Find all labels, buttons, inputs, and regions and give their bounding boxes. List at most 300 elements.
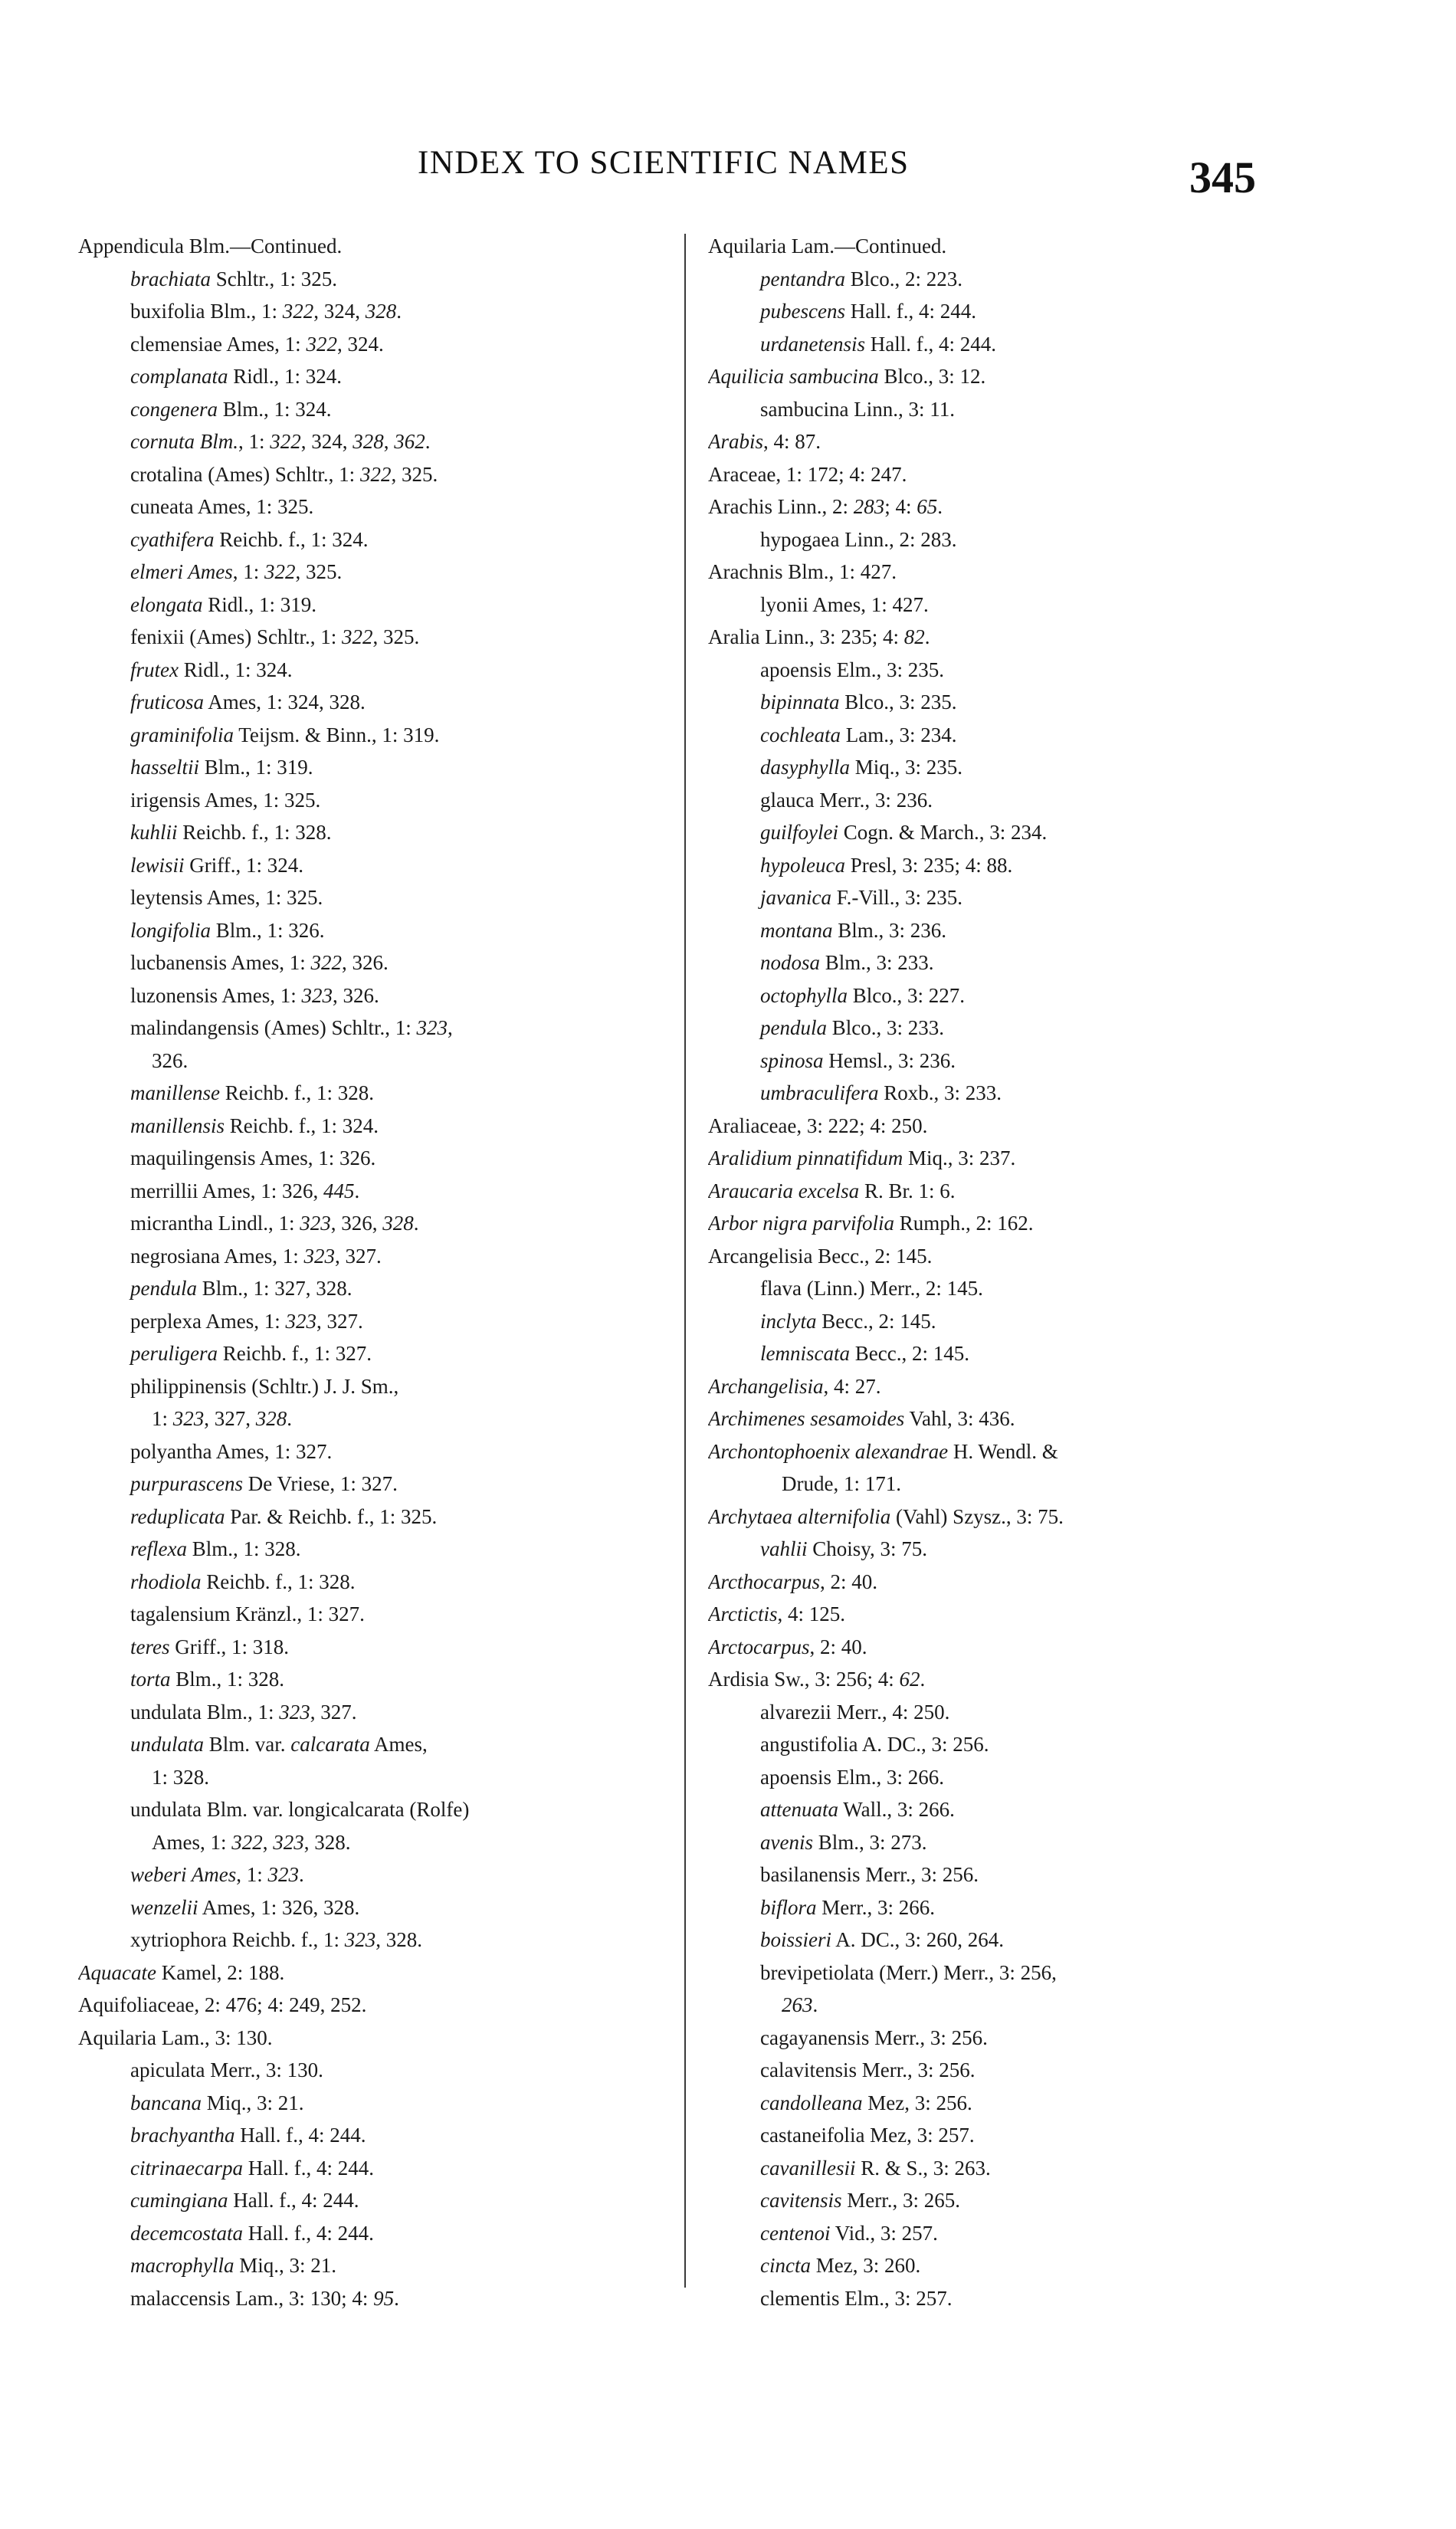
index-text-segment: 322 (231, 1830, 263, 1854)
index-subentry (708, 2054, 1290, 2087)
index-text-segment: Mez, 3: 260. (810, 2254, 921, 2277)
column-divider (684, 234, 686, 2288)
index-text-segment: , 1: (238, 430, 271, 453)
index-subentry (708, 1696, 1290, 1729)
index-subentry (708, 1891, 1290, 1924)
index-subentry (78, 295, 668, 328)
index-subentry (78, 1728, 668, 1761)
index-column-left (78, 230, 668, 2314)
index-entry (708, 490, 1290, 523)
index-subentry (708, 1533, 1290, 1566)
index-text-segment: Blco., 2: 223. (845, 267, 962, 290)
index-subentry (78, 1891, 668, 1924)
index-text-segment: Blm., 1: 319. (199, 756, 313, 779)
index-text-segment: , 1: (232, 560, 264, 583)
index-entry (708, 556, 1290, 589)
index-text-segment: 445 (323, 1179, 355, 1202)
index-subentry (708, 979, 1290, 1012)
index-text-segment: Hall. f., 4: 244. (242, 2156, 374, 2180)
index-text-segment: 323 (303, 1244, 335, 1268)
index-text-segment: Griff., 1: 324. (184, 853, 304, 877)
index-text-segment: Arcangelisia Becc., 2: 145. (708, 1244, 933, 1268)
index-text-segment: Ames, (369, 1733, 428, 1756)
index-text-segment: Roxb., 3: 233. (878, 1081, 1002, 1104)
index-text-segment: maquilingensis Ames, 1: 326. (130, 1146, 376, 1169)
index-subentry (708, 1012, 1290, 1045)
index-text-segment: Arcthocarpus (708, 1570, 820, 1593)
index-text-segment: Miq., 3: 21. (201, 2091, 304, 2114)
index-text-segment: 322 (341, 625, 373, 648)
index-text-segment: R. & S., 3: 263. (855, 2156, 991, 2180)
index-text-segment: urdanetensis (760, 332, 865, 356)
index-subentry (708, 2217, 1290, 2250)
index-text-segment: pendula (760, 1016, 827, 1039)
index-text-segment: Archytaea alternifolia (708, 1504, 891, 1528)
index-subentry (708, 1077, 1290, 1110)
index-text-segment: philippinensis (Schltr.) J. J. Sm., (130, 1374, 399, 1398)
index-text-segment: undulata Blm., 1: (130, 1700, 280, 1724)
index-subentry (708, 719, 1290, 752)
index-text-segment: 328 (365, 300, 397, 323)
index-text-segment: 323 (300, 1212, 331, 1235)
index-text-segment: merrillii Ames, 1: 326, (130, 1179, 323, 1202)
index-text-segment: 263 (782, 1993, 813, 2016)
index-text-segment: De Vriese, 1: 327. (243, 1472, 398, 1495)
index-text-segment: 328 (353, 430, 384, 453)
index-text-segment: Schltr., 1: 325. (211, 267, 338, 290)
index-text-segment: , (262, 1830, 274, 1854)
index-subentry (708, 2184, 1290, 2217)
index-text-segment: Reichb. f., 1: 328. (201, 1570, 356, 1593)
index-text-segment: attenuata (760, 1798, 838, 1821)
index-text-segment: avenis (760, 1830, 813, 1854)
index-text-segment: purpurascens (130, 1472, 243, 1495)
index-text-segment: Merr., 3: 265. (841, 2189, 960, 2212)
index-text-segment: lyonii Ames, 1: 427. (760, 592, 929, 616)
index-text-segment: . (924, 625, 930, 648)
index-text-segment: , 326. (333, 983, 379, 1007)
index-text-segment: xytriophora Reichb. f., 1: (130, 1928, 345, 1951)
index-subentry (78, 1501, 668, 1533)
index-text-segment: . (354, 1179, 360, 1202)
index-subentry (78, 328, 668, 361)
index-subentry (78, 1272, 668, 1305)
index-text-segment: cumingiana (130, 2189, 228, 2212)
index-text-segment: Archimenes sesamoides (708, 1407, 905, 1430)
page-number: 345 (1189, 153, 1256, 202)
index-text-segment: dasyphylla (760, 756, 850, 779)
index-text-segment: 322 (359, 462, 392, 486)
index-text-segment: sambucina Linn., 3: 11. (760, 397, 955, 421)
index-text-segment: kuhlii (130, 821, 178, 844)
index-text-segment: Blm., 1: 327, 328. (197, 1277, 353, 1300)
index-subentry (78, 1663, 668, 1696)
index-subentry (708, 295, 1290, 328)
index-subentry (708, 1337, 1290, 1370)
index-subentry (78, 621, 668, 654)
index-entry (708, 360, 1290, 393)
index-text-segment: octophylla (760, 983, 848, 1007)
index-text-segment: . (812, 1993, 818, 2016)
index-subentry (708, 523, 1290, 556)
index-text-segment: negrosiana Ames, 1: (130, 1244, 304, 1268)
index-text-segment: . (920, 1668, 926, 1691)
index-text-segment: apiculata Merr., 3: 130. (130, 2058, 323, 2081)
index-text-segment: Wall., 3: 266. (838, 1798, 955, 1821)
index-text-segment: clementis Elm., 3: 257. (760, 2286, 953, 2310)
index-entry (78, 1957, 668, 1989)
index-text-segment: 323 (344, 1928, 376, 1951)
index-text-segment: undulata Blm. var. longicalcarata (Rolfe) (130, 1798, 470, 1821)
index-text-segment: teres (130, 1635, 170, 1658)
index-column-right (708, 230, 1290, 2314)
index-text-segment: Ridl., 1: 319. (202, 592, 317, 616)
index-subentry (78, 1566, 668, 1599)
index-text-segment: flava (Linn.) Merr., 2: 145. (760, 1277, 983, 1300)
index-text-segment: , 1: (236, 1863, 268, 1886)
index-entry (708, 458, 1290, 491)
index-text-segment: 62 (899, 1668, 920, 1691)
index-text-segment: umbraculifera (760, 1081, 879, 1104)
index-text-segment: Blco., 3: 235. (839, 690, 957, 713)
index-text-segment: Hall. f., 4: 244. (844, 300, 976, 323)
index-text-segment: 95 (373, 2286, 395, 2310)
index-entry (708, 1207, 1290, 1240)
index-text-segment: , 328. (303, 1830, 351, 1854)
index-text-segment: , 326. (341, 951, 389, 974)
index-text-segment: H. Wendl. & (948, 1439, 1058, 1463)
index-text-segment: , 325. (372, 625, 420, 648)
index-subentry (708, 2087, 1290, 2120)
index-text-segment: congenera (130, 397, 218, 421)
index-text-segment: angustifolia A. DC., 3: 256. (760, 1733, 989, 1756)
index-text-segment: spinosa (760, 1048, 824, 1072)
index-text-segment: Blm., 3: 233. (820, 951, 934, 974)
index-text-segment: Ridl., 1: 324. (178, 658, 293, 681)
index-continuation (78, 1045, 668, 1078)
index-text-segment: malindangensis (Ames) Schltr., 1: (130, 1016, 417, 1039)
index-text-segment: Ames, 1: (152, 1830, 232, 1854)
index-subentry (78, 589, 668, 622)
index-subentry (78, 1793, 668, 1826)
index-text-segment: Aquacate (78, 1960, 156, 1984)
index-text-segment: Becc., 2: 145. (816, 1309, 936, 1333)
index-text-segment: leytensis Ames, 1: 325. (130, 886, 323, 909)
index-text-segment: , 324, (300, 430, 353, 453)
index-text-segment: Blm., 1: 326. (211, 918, 325, 942)
index-subentry (78, 2087, 668, 2120)
index-text-segment: . (299, 1863, 304, 1886)
index-text-segment: Cogn. & March., 3: 234. (838, 821, 1048, 844)
index-text-segment: Arachnis Blm., 1: 427. (708, 560, 897, 583)
index-text-segment: biflora (760, 1895, 817, 1919)
index-subentry (78, 1012, 668, 1045)
index-subentry (708, 1826, 1290, 1859)
index-text-segment: , 324. (336, 332, 384, 356)
index-text-segment: decemcostata (130, 2221, 243, 2245)
index-subentry (78, 1305, 668, 1338)
index-text-segment: Hall. f., 4: 244. (228, 2189, 359, 2212)
index-entry (708, 1110, 1290, 1143)
index-text-segment: 323 (279, 1700, 310, 1724)
index-text-segment: Griff., 1: 318. (169, 1635, 289, 1658)
index-text-segment: 362 (394, 430, 425, 453)
index-text-segment: , 327. (310, 1700, 357, 1724)
index-text-segment: brachiata (130, 267, 211, 290)
index-text-segment: 322 (306, 332, 337, 356)
index-text-segment: peruligera (130, 1342, 218, 1365)
index-subentry (78, 263, 668, 296)
index-text-segment: cavitensis (760, 2189, 842, 2212)
index-text-segment: irigensis Ames, 1: 325. (130, 788, 321, 812)
index-text-segment: Presl, 3: 235; 4: 88. (844, 853, 1013, 877)
index-text-segment: Araceae, 1: 172; 4: 247. (708, 462, 907, 486)
index-text-segment: Aquilicia sambucina (708, 365, 879, 388)
index-text-segment: 322 (270, 430, 301, 453)
index-subentry (708, 263, 1290, 296)
index-text-segment: , 4: 125. (777, 1602, 845, 1625)
index-text-segment: Aralia Linn., 3: 235; 4: (708, 625, 904, 648)
index-text-segment: 323 (285, 1309, 316, 1333)
index-text-segment: basilanensis Merr., 3: 256. (760, 1863, 979, 1886)
index-text-segment: Archontophoenix alexandrae (708, 1439, 949, 1463)
index-text-segment: frutex (130, 658, 179, 681)
index-text-segment: Miq., 3: 237. (903, 1146, 1016, 1169)
index-subentry (708, 2022, 1290, 2055)
index-text-segment: Vahl, 3: 436. (904, 1407, 1015, 1430)
index-subentry (708, 849, 1290, 882)
index-text-segment: cochleata (760, 723, 841, 746)
index-text-segment: Miq., 3: 21. (234, 2254, 336, 2277)
index-subentry (78, 686, 668, 719)
index-text-segment: inclyta (760, 1309, 817, 1333)
index-entry (78, 230, 668, 263)
index-text-segment: Aralidium pinnatifidum (708, 1146, 903, 1169)
index-text-segment: brevipetiolata (Merr.) Merr., 3: 256, (760, 1960, 1057, 1984)
index-text-segment: Aquifoliaceae, 2: 476; 4: 249, 252. (78, 1993, 367, 2016)
index-subentry (78, 784, 668, 817)
index-text-segment: Archangelisia (708, 1374, 824, 1398)
index-subentry (78, 1110, 668, 1143)
index-continuation (78, 1761, 668, 1794)
index-text-segment: Mez, 3: 256. (862, 2091, 972, 2114)
index-subentry (708, 654, 1290, 687)
index-text-segment: , 327, (204, 1407, 256, 1430)
index-subentry (708, 1793, 1290, 1826)
index-text-segment: , (383, 430, 395, 453)
index-subentry (78, 2217, 668, 2250)
index-subentry (78, 914, 668, 947)
index-subentry (78, 523, 668, 556)
index-text-segment: . (413, 1212, 419, 1235)
index-text-segment: luzonensis Ames, 1: (130, 983, 302, 1007)
index-text-segment: micrantha Lindl., 1: (130, 1212, 300, 1235)
index-text-segment: cagayanensis Merr., 3: 256. (760, 2025, 988, 2049)
index-text-segment: cavanillesii (760, 2156, 856, 2180)
index-text-segment: Araucaria excelsa (708, 1179, 860, 1202)
index-subentry (78, 1142, 668, 1175)
index-subentry (78, 2184, 668, 2217)
index-text-segment: lewisii (130, 853, 185, 877)
index-text-segment: boissieri (760, 1928, 832, 1951)
index-text-segment: 323 (416, 1016, 448, 1039)
index-text-segment: wenzelii (130, 1895, 198, 1919)
index-text-segment: Blm., 1: 328. (186, 1537, 301, 1560)
index-text-segment: Hemsl., 3: 236. (823, 1048, 956, 1072)
index-text-segment: Merr., 3: 266. (816, 1895, 936, 1919)
index-text-segment: , 327. (334, 1244, 382, 1268)
index-text-segment: centenoi (760, 2221, 831, 2245)
index-text-segment: fruticosa (130, 690, 205, 713)
index-subentry (708, 589, 1290, 622)
index-subentry (78, 2282, 668, 2315)
index-subentry (78, 1077, 668, 1110)
index-entry (78, 1989, 668, 2022)
index-text-segment: (Vahl) Szysz., 3: 75. (890, 1504, 1064, 1528)
index-text-segment: Vid., 3: 257. (830, 2221, 938, 2245)
index-text-segment: Reichb. f., 1: 327. (218, 1342, 372, 1365)
index-text-segment: Drude, 1: 171. (782, 1472, 901, 1495)
index-entry (708, 1631, 1290, 1664)
index-text-segment: apoensis Elm., 3: 235. (760, 658, 944, 681)
index-text-segment: Araliaceae, 3: 222; 4: 250. (708, 1114, 928, 1137)
index-text-segment: R. Br. 1: 6. (859, 1179, 956, 1202)
index-text-segment: Reichb. f., 1: 324. (214, 527, 369, 551)
index-text-segment: Ardisia Sw., 3: 256; 4: (708, 1668, 900, 1691)
index-text-segment: Reichb. f., 1: 328. (177, 821, 332, 844)
index-subentry (708, 1045, 1290, 1078)
index-text-segment: pendula (130, 1277, 197, 1300)
index-text-segment: weberi Ames (130, 1863, 237, 1886)
index-subentry (708, 1305, 1290, 1338)
index-text-segment: Ridl., 1: 324. (228, 365, 343, 388)
index-subentry (78, 2152, 668, 2185)
index-text-segment: Kamel, 2: 188. (156, 1960, 285, 1984)
index-text-segment: graminifolia (130, 723, 234, 746)
index-subentry (708, 1858, 1290, 1891)
index-text-segment: manillense (130, 1081, 220, 1104)
index-subentry (78, 1240, 668, 1273)
index-subentry (78, 1924, 668, 1957)
index-entry (708, 1435, 1290, 1468)
index-text-segment: , 4: 27. (823, 1374, 881, 1398)
index-entry (708, 621, 1290, 654)
index-text-segment: Lam., 3: 234. (840, 723, 957, 746)
index-text-segment: 323 (273, 1830, 304, 1854)
index-text-segment: 328 (382, 1212, 414, 1235)
index-text-segment: perplexa Ames, 1: (130, 1309, 286, 1333)
index-text-segment: Arbor nigra parvifolia (708, 1212, 895, 1235)
index-text-segment: fenixii (Ames) Schltr., 1: (130, 625, 342, 648)
index-subentry (708, 914, 1290, 947)
index-text-segment: elongata (130, 592, 203, 616)
index-subentry (78, 360, 668, 393)
index-text-segment: , 328. (375, 1928, 422, 1951)
index-text-segment: . (394, 2286, 399, 2310)
page-header (0, 0, 1456, 230)
index-continuation (708, 1468, 1290, 1501)
index-text-segment: 322 (282, 300, 314, 323)
index-text-segment: polyantha Ames, 1: 327. (130, 1439, 333, 1463)
index-text-segment: F.-Vill., 3: 235. (831, 886, 962, 909)
index-subentry (708, 686, 1290, 719)
index-text-segment: Miq., 3: 235. (849, 756, 962, 779)
index-subentry (78, 719, 668, 752)
index-text-segment: A. DC., 3: 260, 264. (831, 1928, 1005, 1951)
index-text-segment: javanica (760, 886, 831, 909)
index-text-segment: cuneata Ames, 1: 325. (130, 495, 314, 518)
index-text-segment: citrinaecarpa (130, 2156, 243, 2180)
index-text-segment: hasseltii (130, 756, 200, 779)
index-subentry (708, 881, 1290, 914)
index-subentry (78, 979, 668, 1012)
index-text-segment: Arabis (708, 430, 764, 453)
index-text-segment: Ames, 1: 326, 328. (198, 1895, 360, 1919)
index-text-segment: Aquilaria Lam., 3: 130. (78, 2025, 273, 2049)
index-text-segment: Blm., 1: 328. (170, 1668, 285, 1691)
index-subentry (708, 1924, 1290, 1957)
index-text-segment: guilfoylei (760, 821, 838, 844)
index-subentry (78, 490, 668, 523)
index-text-segment: lucbanensis Ames, 1: (130, 951, 311, 974)
index-text-segment: . (396, 300, 402, 323)
index-subentry (78, 1337, 668, 1370)
index-text-segment: tagalensium Kränzl., 1: 327. (130, 1602, 365, 1625)
index-text-segment: . (287, 1407, 293, 1430)
index-text-segment: Rumph., 2: 162. (894, 1212, 1034, 1235)
index-text-segment: macrophylla (130, 2254, 234, 2277)
index-text-segment: manillensis (130, 1114, 225, 1137)
index-entry (708, 1598, 1290, 1631)
index-continuation (708, 1989, 1290, 2022)
index-subentry (78, 458, 668, 491)
index-text-segment: undulata (130, 1733, 205, 1756)
index-subentry (78, 2119, 668, 2152)
index-text-segment: crotalina (Ames) Schltr., 1: (130, 462, 360, 486)
index-text-segment: Teijsm. & Binn., 1: 319. (234, 723, 440, 746)
index-text-segment: ; 4: (884, 495, 917, 518)
index-text-segment: , 2: 40. (809, 1635, 867, 1658)
index-text-segment: cyathifera (130, 527, 215, 551)
index-subentry (78, 1631, 668, 1664)
index-text-segment: 65 (917, 495, 938, 518)
index-subentry (708, 393, 1290, 426)
index-text-segment: hypoleuca (760, 853, 845, 877)
index-text-segment: 283 (853, 495, 885, 518)
index-text-segment: nodosa (760, 951, 821, 974)
index-text-segment: , 4: 87. (763, 430, 821, 453)
index-subentry (78, 1598, 668, 1631)
index-subentry (708, 816, 1290, 849)
index-text-segment: 323 (172, 1407, 205, 1430)
index-subentry (708, 784, 1290, 817)
index-text-segment: Choisy, 3: 75. (807, 1537, 928, 1560)
index-text-segment: . (937, 495, 943, 518)
index-text-segment: buxifolia Blm., 1: (130, 300, 283, 323)
index-entry (708, 425, 1290, 458)
index-subentry (78, 1435, 668, 1468)
index-text-segment: torta (130, 1668, 171, 1691)
index-text-segment: Appendicula Blm.—Continued. (78, 235, 343, 257)
index-text-segment: malaccensis Lam., 3: 130; 4: (130, 2286, 374, 2310)
index-subentry (78, 1468, 668, 1501)
index-text-segment: 1: 328. (152, 1765, 210, 1789)
index-text-segment: rhodiola (130, 1570, 202, 1593)
index-text-segment: , 325. (391, 462, 438, 486)
index-text-segment: Arachis Linn., 2: (708, 495, 854, 518)
index-text-segment: candolleana (760, 2091, 863, 2114)
index-text-segment: Blm. var. (204, 1733, 291, 1756)
